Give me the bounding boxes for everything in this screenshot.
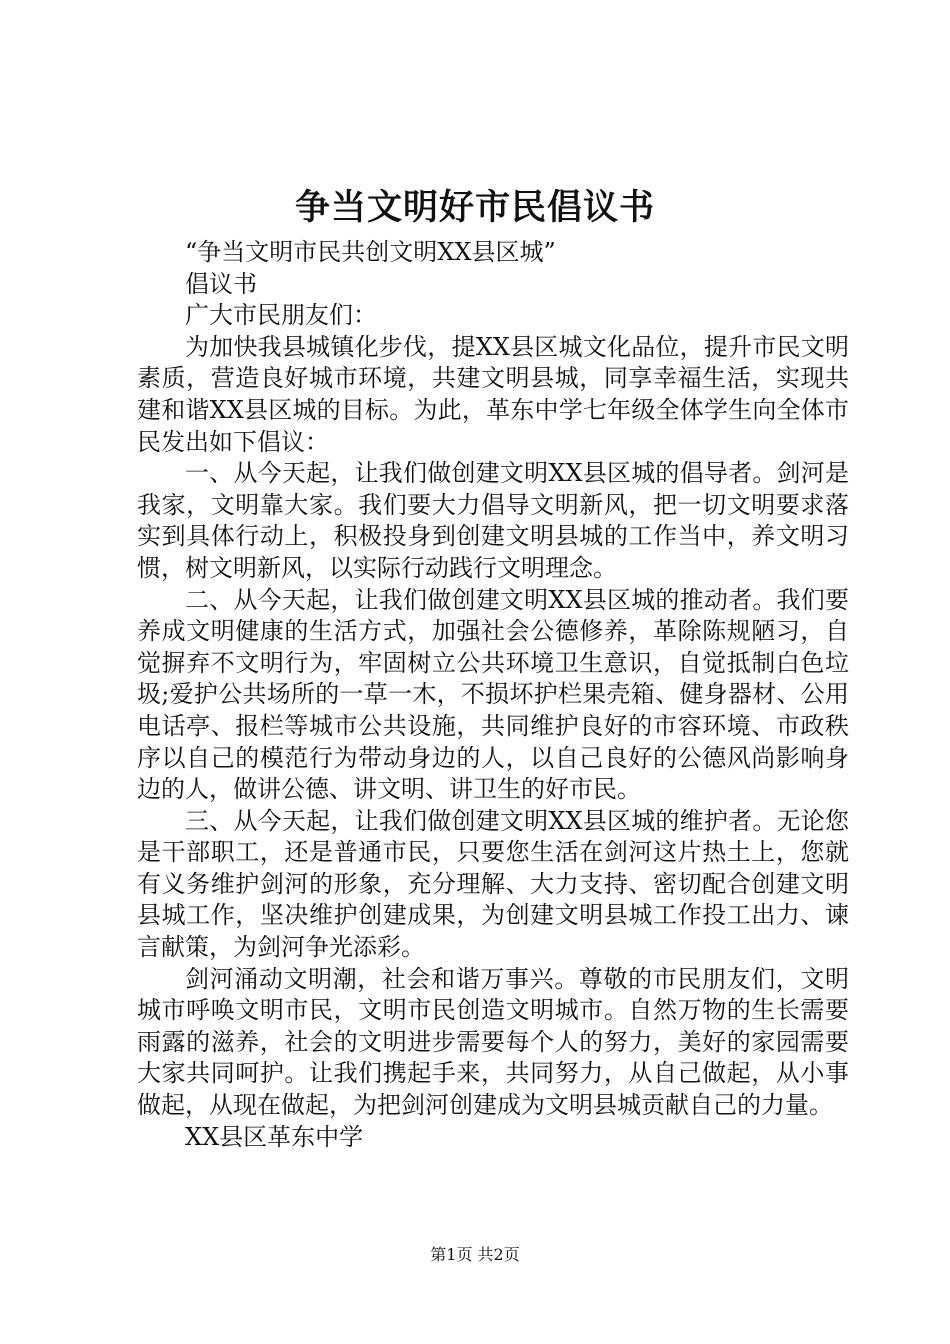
subtitle-proposal: 倡议书 bbox=[185, 269, 257, 298]
page-number-footer: 第1页 共2页 bbox=[430, 1245, 520, 1264]
salutation: 广大市民朋友们： bbox=[185, 301, 377, 330]
subtitle-slogan: “争当文明市民共创文明XX县区城” bbox=[185, 238, 556, 266]
signature: XX县区革东中学 bbox=[185, 1122, 364, 1151]
document-body bbox=[137, 237, 849, 1153]
intro-paragraph: 为加快我县城镇化步伐，提XX县区城文化品位，提升市民文明素质，营造良好城市环境，共建文明县城，同享幸福生活，实现共建和谐XX县区城的目标。为此，革东中学七年级全体学生向全体市民发出如下倡议： bbox=[137, 332, 849, 456]
closing-paragraph: 剑河涌动文明潮，社会和谐万事兴。尊敬的市民朋友们，文明城市呼唤文明市民，文明市民创造文明城市。自然万物的生长需要雨露的滋养，社会的文明进步需要每个人的努力，美好的家园需要大家共同呵护。让我们携起手来，共同努力，从自己做起，从小事做起，从现在做起，为把剑河创建成为文明县城贡献自己的力量。 bbox=[137, 964, 849, 1120]
proposal-item-2: 二、从今天起，让我们做创建文明XX县区城的推动者。我们要养成文明健康的生活方式，加强社会公德修养，革除陈规陋习，自觉摒弃不文明行为，牢固树立公共环境卫生意识，自觉抵制白色垃圾;爱护公共场所的一草一木，不损坏护栏果壳箱、健身器材、公用电话亭、报栏等城市公共设施，共同维护良好的市容环境、市政秩序以自己的模范行为带动身边的人，以自己良好的公德风尚影响身边的人，做讲公德、讲文明、讲卫生的好市民。 bbox=[137, 585, 849, 804]
proposal-item-1: 一、从今天起，让我们做创建文明XX县区城的倡导者。剑河是我家，文明靠大家。我们要大力倡导文明新风，把一切文明要求落实到具体行动上，积极投身到创建文明县城的工作当中，养文明习惯，树文明新风，以实际行动践行文明理念。 bbox=[137, 459, 849, 582]
proposal-item-3: 三、从今天起，让我们做创建文明XX县区城的维护者。无论您是干部职工，还是普通市民，只要您生活在剑河这片热土上，您就有义务维护剑河的形象，充分理解、大力支持、密切配合创建文明县城工作，坚决维护创建成果，为创建文明县城工作投工出力、谏言献策，为剑河争光添彩。 bbox=[137, 806, 849, 962]
document-title: 争当文明好市民倡议书 bbox=[294, 188, 655, 228]
